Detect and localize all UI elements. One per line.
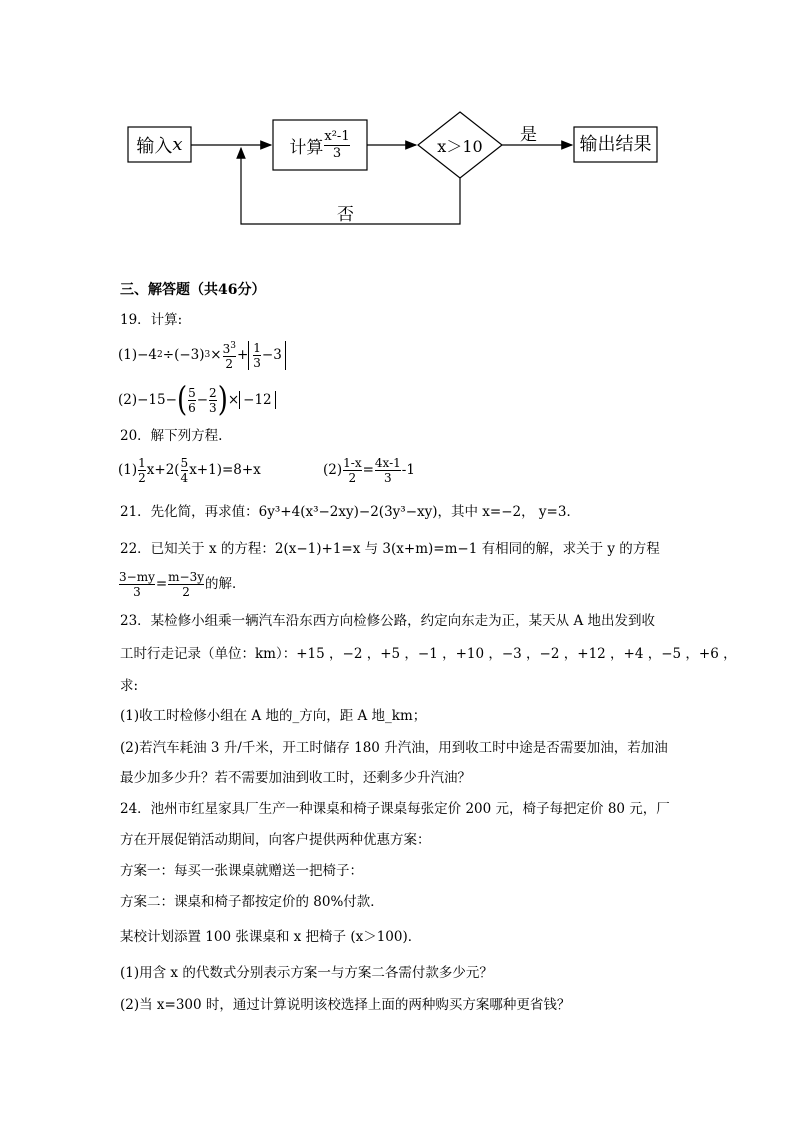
- q19-label: 19．计算:: [120, 312, 183, 328]
- q24-plan1: 方案一：每买一张课桌就赠送一把椅子：: [120, 863, 363, 879]
- no-label: 否: [337, 205, 354, 225]
- q24-sub2: (2)当 x=300 时，通过计算说明该校选择上面的两种购买方案哪种更省钱？: [120, 997, 571, 1013]
- q19-p1-abs-num: 1: [253, 340, 261, 355]
- output-label: 输出结果: [579, 134, 652, 155]
- q24-line2: 方在开展促销活动期间，向客户提供两种优惠方案：: [120, 832, 431, 848]
- q20-e1-f1-num: 1: [138, 455, 146, 470]
- section-title: 三、解答题（共46分）: [120, 282, 266, 298]
- q19-p2-f2-den: 3: [209, 400, 217, 415]
- q20-e2-f1-den: 2: [343, 470, 361, 485]
- q23-sub2a: (2)若汽车耗油 3 升/千米，开工时储存 180 升汽油，用到收工时中途是否需要加油，若加油: [120, 740, 668, 756]
- q24-line3: 某校计划添置 100 张课桌和 x 把椅子 (x＞100)．: [120, 929, 422, 945]
- q19-p2-f1-den: 6: [188, 400, 196, 415]
- q19-p1-abs-tail: −3: [261, 346, 282, 363]
- q19-part1: [118, 336, 286, 374]
- q20-eq1: [118, 452, 261, 488]
- q22-f1-num: 3−my: [119, 569, 155, 584]
- q22-line2: [118, 566, 246, 602]
- q23-line1: 23．某检修小组乘一辆汽车沿东西方向检修公路，约定向东走为正，某天从 A 地出发到收: [120, 613, 656, 629]
- q19-p1-fraction: [223, 339, 236, 371]
- input-label-text: 输入: [136, 135, 173, 157]
- q20-e1-b: x+2(: [146, 462, 180, 478]
- q20-label: 20．解下列方程.: [120, 428, 223, 444]
- calc-fraction: [324, 129, 349, 162]
- q23-sub2b: 最少加多少升？若不需要加油到收工时，还剩多少升汽油？: [120, 770, 471, 786]
- calc-box-label: [273, 120, 367, 170]
- q19-p1-plus: +: [236, 347, 249, 363]
- q20-e2-f2-num: 4x-1: [374, 455, 401, 470]
- q22-line1: 22．已知关于 x 的方程：2(x−1)+1=x 与 3(x+m)=m−1 有相同的解，求关于 y 的方程: [120, 541, 660, 557]
- q23-line3: 求:: [120, 678, 139, 694]
- q20-e2-f1-num: 1-x: [343, 455, 362, 470]
- calc-label-text: 计算: [289, 137, 324, 158]
- q19-p1-abs: [248, 341, 286, 370]
- input-box-label: [128, 127, 191, 162]
- q19-p1-exp1: 2: [157, 350, 163, 360]
- calc-num: x²-1: [324, 128, 350, 144]
- q23-sub1: (1)收工时检修小组在 A 地的_方向，距 A 地_km；: [120, 708, 427, 724]
- q19-p2-f1-num: 5: [188, 385, 196, 400]
- q19-p2-rparen: ): [217, 380, 228, 420]
- q19-p2-minus: −: [196, 392, 209, 408]
- q19-p1-mid: ÷(−3): [162, 347, 205, 363]
- q19-part2: [118, 381, 276, 419]
- q19-p2-abs: −12: [239, 391, 276, 409]
- q20-e2-tail: -1: [401, 462, 415, 478]
- q19-p1-prefix: (1)−4: [118, 347, 158, 363]
- q22-f1-den: 3: [119, 584, 155, 599]
- q19-p2-lparen: (: [176, 380, 188, 420]
- q19-p2-prefix: (2)−15−: [118, 392, 177, 408]
- condition-label: x＞10: [437, 137, 483, 156]
- q20-e1-f1-den: 2: [138, 470, 146, 485]
- q19-p1-abs-den: 3: [253, 355, 261, 370]
- q19-p1-frac-num: 3: [222, 342, 231, 356]
- q20-e2-a: (2): [323, 462, 343, 478]
- q19-p2-f2-num: 2: [209, 385, 217, 400]
- q19-p1-times: ×: [210, 347, 222, 363]
- q22-f2-den: 2: [168, 584, 204, 599]
- q20-e2-f2-den: 3: [375, 470, 401, 485]
- q20-e1-a: (1): [118, 462, 138, 478]
- flowchart-diagram: [0, 0, 794, 260]
- q24-line1: 24．池州市红星家具厂生产一种课桌和椅子课桌每张定价 200 元，椅子每把定价 80 元，厂: [120, 801, 670, 817]
- q19-p1-exp2: 3: [204, 350, 211, 360]
- calc-den: 3: [324, 145, 349, 162]
- q20-e1-f2-den: 4: [180, 470, 189, 485]
- q20-e1-c: x+1)=8+x: [189, 462, 261, 478]
- q21-text: 21．先化简，再求值：6y³+4(x³−2xy)−2(3y³−xy)，其中 x=−2， y=3．: [120, 504, 580, 520]
- q20-e2-eq: =: [362, 462, 374, 478]
- q22-tail: 的解．: [205, 576, 246, 592]
- q20-e1-f2-num: 5: [180, 455, 189, 470]
- q19-p1-frac-den: 2: [223, 356, 236, 371]
- q22-f2-num: m−3y: [168, 569, 205, 584]
- q23-line2: 工时行走记录（单位：km）：+15 ，−2 ，+5 ，−1 ，+10 ，−3 ，−2 ，+12 ，+4 ，−5 ，+6 ，: [120, 646, 737, 662]
- yes-label: 是: [520, 125, 537, 145]
- q19-p1-frac-exp: 3: [230, 341, 236, 351]
- q24-sub1: (1)用含 x 的代数式分别表示方案一与方案二各需付款多少元？: [120, 965, 493, 981]
- q20-eq2: [323, 452, 415, 488]
- q24-plan2: 方案二：课桌和椅子都按定价的 80%付款．: [120, 894, 384, 910]
- input-var: x: [172, 134, 183, 155]
- q19-p2-times: ×: [227, 392, 240, 408]
- q22-eq: =: [155, 576, 168, 592]
